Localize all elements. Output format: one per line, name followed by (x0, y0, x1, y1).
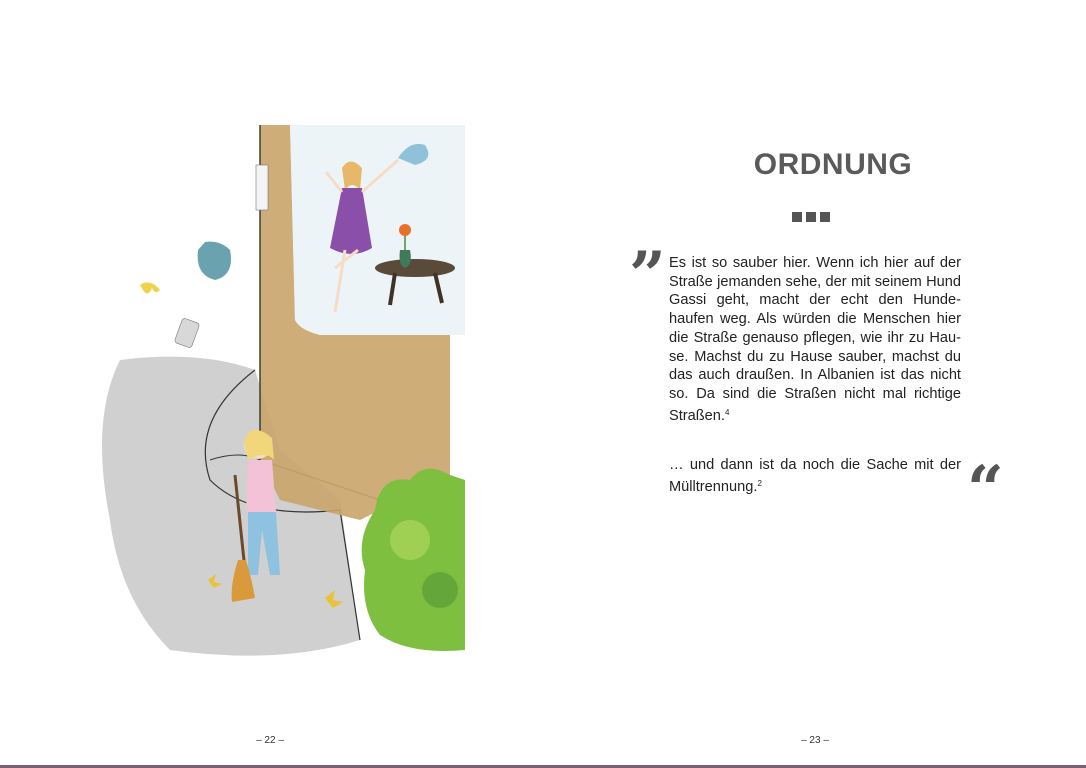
trash-bag (198, 242, 231, 280)
square-icon (820, 212, 830, 222)
footnote-marker: 2 (757, 478, 762, 488)
square-icon (806, 212, 816, 222)
square-icon (792, 212, 802, 222)
second-quote-text: … und dann ist da noch die Sache mit der Mülltrennung. (669, 457, 961, 495)
page-number-left: – 22 – (256, 735, 284, 746)
flower (399, 224, 411, 236)
closing-quote-icon: “ (967, 452, 1004, 527)
street-cleaning-illustration (80, 120, 465, 660)
pink-top (246, 460, 276, 512)
main-quote (669, 254, 961, 425)
footnote-marker: 4 (724, 407, 730, 417)
page-number-right: – 23 – (801, 735, 829, 746)
right-page (543, 0, 1086, 768)
tin-can (174, 318, 200, 349)
opening-quote-icon: ” (629, 238, 666, 313)
wall-window (256, 165, 268, 210)
second-quote (669, 456, 961, 496)
chapter-title: ORDNUNG (753, 148, 913, 181)
main-quote-text: Es ist so sauber hier. Wenn ich hier auf der Straße jemanden sehe, der mit seinem Hund Gassi geht, macht der echt den Hunde-haufen weg. Als würden die Menschen hier die Straße genauso pflegen, wie ihr zu Hau-se. Machst du zu Hause sauber, machst du das auch draußen. In Albanien ist das nicht so. Da sind die Straßen nicht mal richtige Straßen. (669, 255, 961, 424)
decorative-squares (792, 209, 840, 221)
banana-peel (140, 282, 160, 293)
side-table (375, 259, 455, 277)
